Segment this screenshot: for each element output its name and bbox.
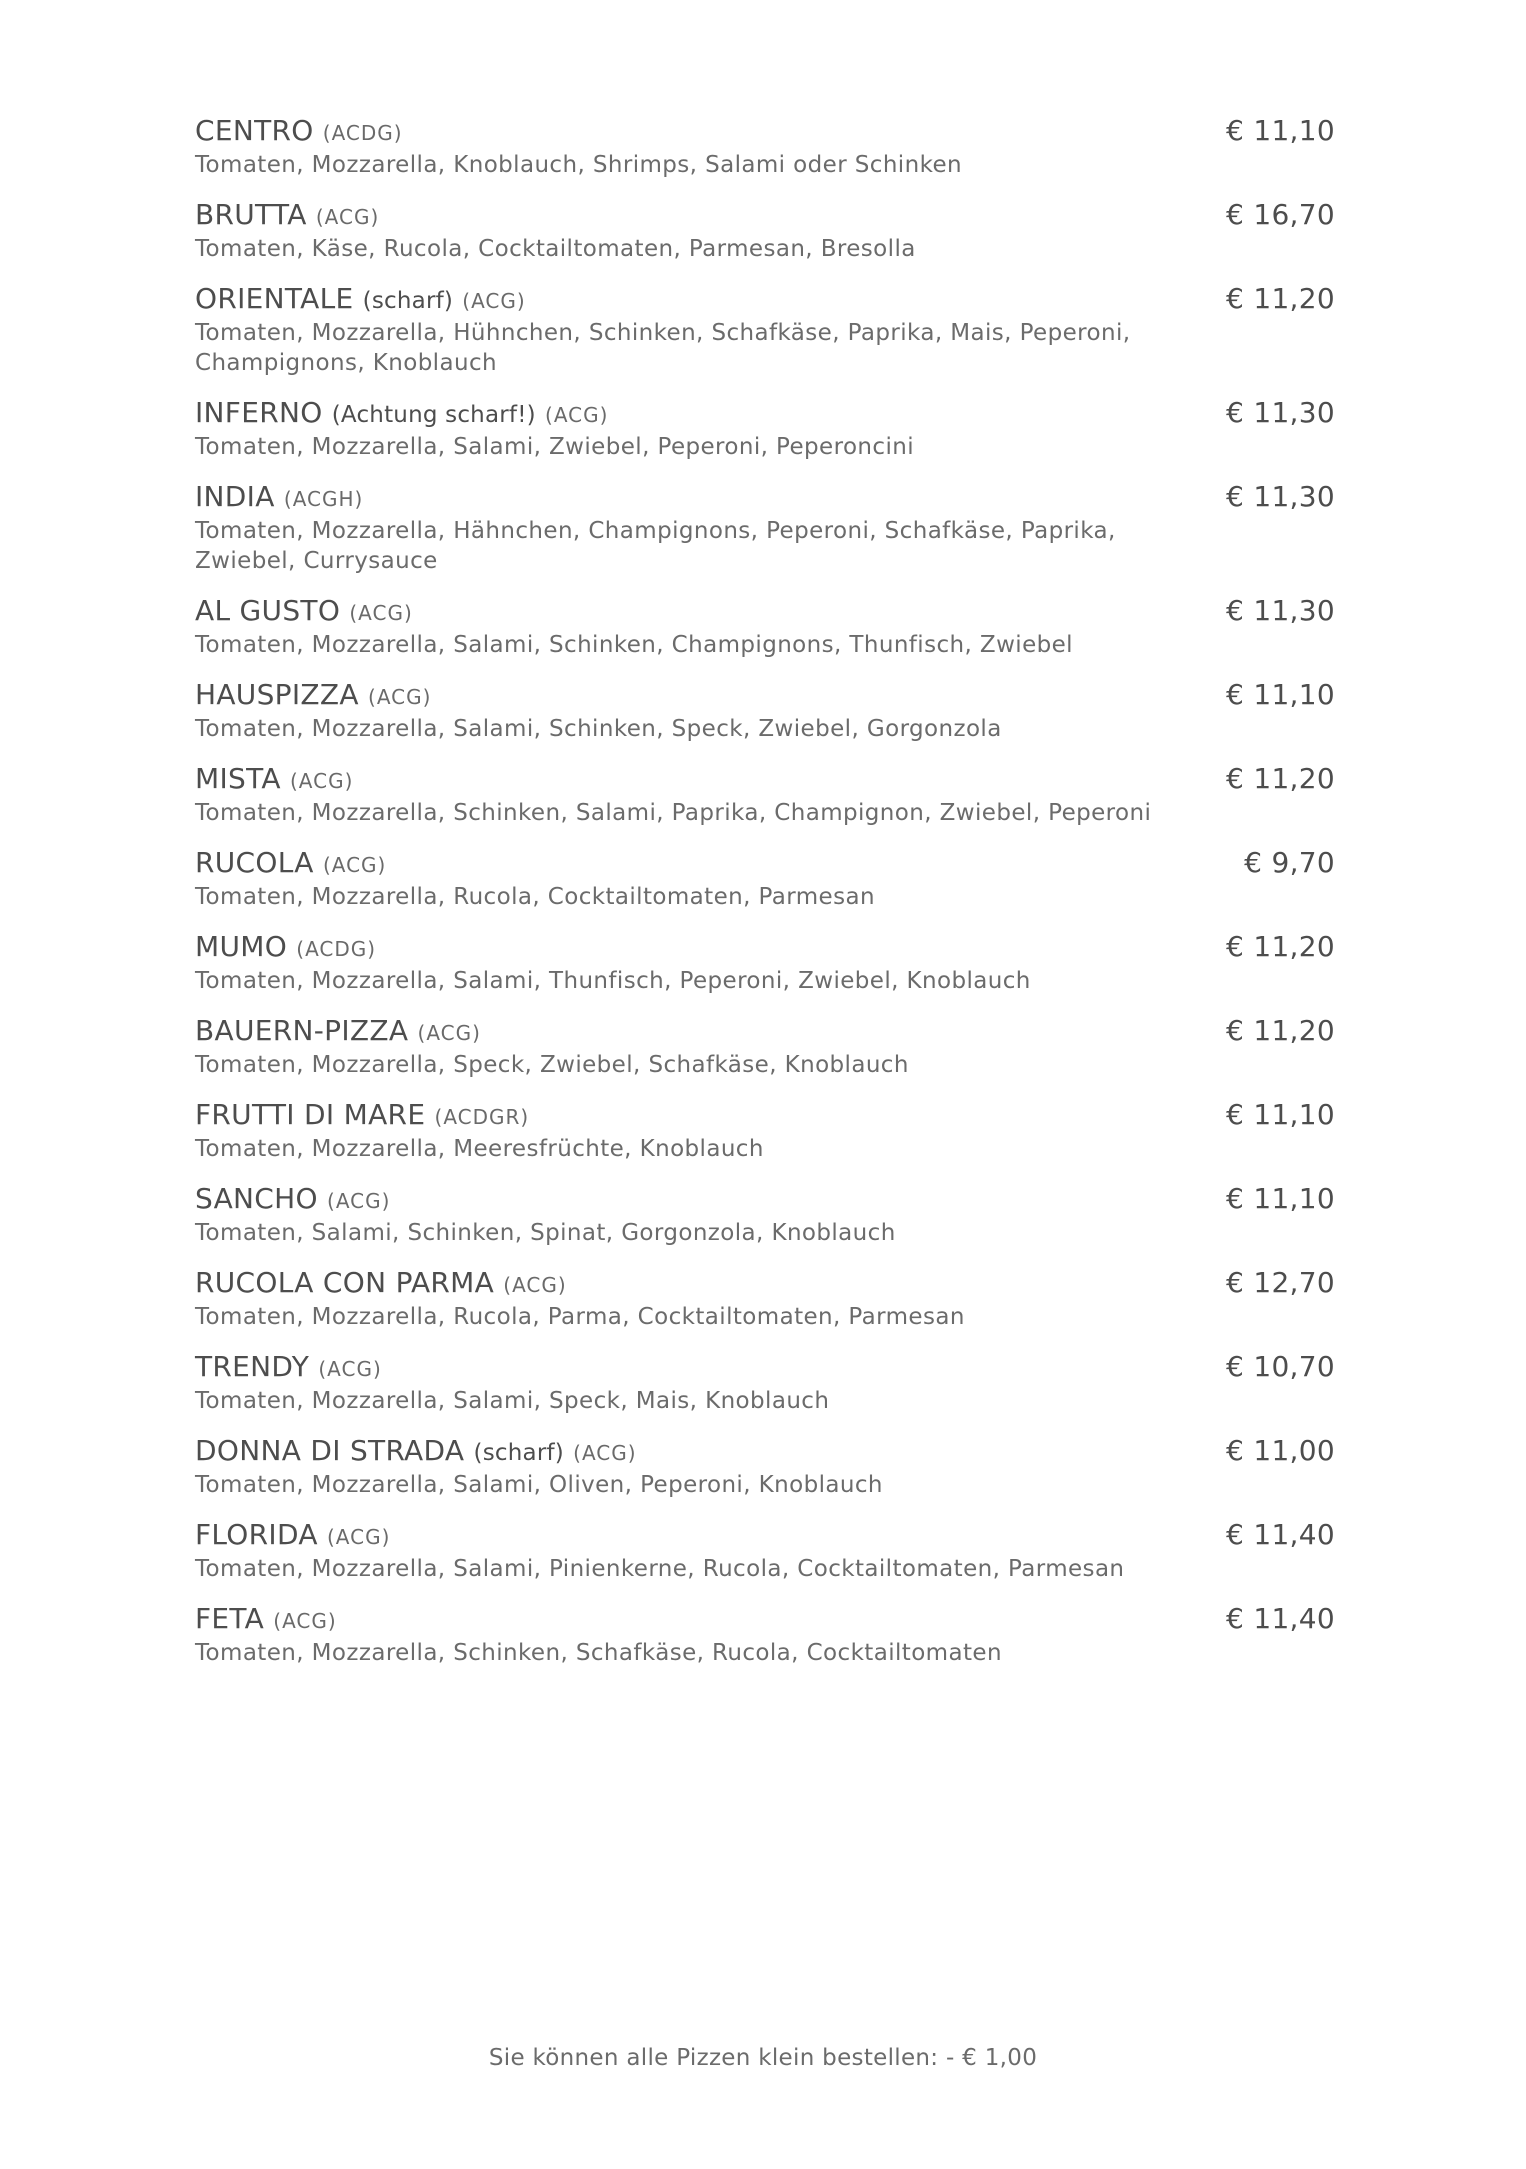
menu-item-description: Tomaten, Mozzarella, Salami, Thunfisch, Peperoni, Zwiebel, Knoblauch — [195, 968, 1031, 994]
menu-item-header — [195, 592, 1335, 630]
menu-item-price: € 11,20 — [1226, 282, 1335, 315]
menu-item-price: € 11,30 — [1226, 594, 1335, 627]
menu-item-description: Tomaten, Mozzarella, Salami, Pinienkerne, Rucola, Cocktailtomaten, Parmesan — [195, 1556, 1125, 1582]
menu-item-description: Tomaten, Mozzarella, Salami, Schinken, Speck, Zwiebel, Gorgonzola — [195, 716, 1002, 742]
menu-item-price: € 11,30 — [1226, 396, 1335, 429]
menu-item-name: AL GUSTO — [195, 594, 341, 627]
menu-item-name: FLORIDA — [195, 1518, 318, 1551]
menu-item-note: (scharf) — [473, 1440, 564, 1466]
menu-item-header — [195, 280, 1335, 318]
menu-item-name: HAUSPIZZA — [195, 678, 359, 711]
menu-item-title — [195, 1602, 337, 1635]
menu-item-name: FETA — [195, 1602, 265, 1635]
menu-item-header — [195, 1180, 1335, 1218]
menu-item-title — [195, 1014, 481, 1047]
menu-item — [195, 1180, 1335, 1248]
menu-item — [195, 592, 1335, 660]
menu-item-name: CENTRO — [195, 114, 314, 147]
menu-item-header — [195, 676, 1335, 714]
menu-item-header — [195, 1516, 1335, 1554]
menu-item — [195, 394, 1335, 462]
menu-item-description: Tomaten, Mozzarella, Rucola, Cocktailtomaten, Parmesan — [195, 884, 875, 910]
menu-item-price: € 10,70 — [1226, 1350, 1335, 1383]
menu-item-price: € 11,20 — [1226, 1014, 1335, 1047]
menu-item-allergens: (ACG) — [322, 853, 387, 877]
menu-item-header — [195, 1264, 1335, 1302]
menu-item-allergens: (ACG) — [289, 769, 354, 793]
menu-item-header — [195, 196, 1335, 234]
menu-item-allergens: (ACG) — [573, 1441, 637, 1465]
menu-item-name: FRUTTI DI MARE — [195, 1098, 426, 1131]
menu-item-name: INDIA — [195, 480, 275, 513]
menu-item-description: Tomaten, Mozzarella, Speck, Zwiebel, Schafkäse, Knoblauch — [195, 1052, 909, 1078]
menu-item-title — [195, 198, 379, 231]
menu-item-allergens: (ACG) — [315, 205, 380, 229]
menu-item-description: Tomaten, Mozzarella, Salami, Speck, Mais, Knoblauch — [195, 1388, 830, 1414]
menu-item-title — [195, 594, 413, 627]
menu-item-description: Tomaten, Mozzarella, Salami, Zwiebel, Peperoni, Peperoncini — [195, 434, 915, 460]
menu-item — [195, 112, 1335, 180]
menu-item-header — [195, 1348, 1335, 1386]
menu-item-allergens: (ACGH) — [283, 487, 364, 511]
menu-item-allergens: (ACG) — [318, 1357, 382, 1381]
menu-item-title — [195, 1434, 637, 1467]
menu-item — [195, 478, 1335, 576]
menu-item-allergens: (ACG) — [327, 1525, 391, 1549]
menu-item-name: BAUERN-PIZZA — [195, 1014, 409, 1047]
menu-item-allergens: (ACG) — [545, 403, 609, 427]
menu-item-price: € 12,70 — [1226, 1266, 1335, 1299]
menu-item-header — [195, 760, 1335, 798]
menu-item-name: MUMO — [195, 930, 288, 963]
menu-item-description: Tomaten, Käse, Rucola, Cocktailtomaten, Parmesan, Bresolla — [195, 236, 916, 262]
menu-item-note: (scharf) — [362, 288, 454, 314]
menu-item-title — [195, 480, 363, 513]
menu-item-note: (Achtung scharf!) — [331, 402, 536, 428]
menu-item-description: Tomaten, Salami, Schinken, Spinat, Gorgonzola, Knoblauch — [195, 1220, 896, 1246]
menu-item — [195, 1516, 1335, 1584]
menu-item-allergens: (ACG) — [417, 1021, 481, 1045]
menu-item — [195, 760, 1335, 828]
menu-item-description: Tomaten, Mozzarella, Hähnchen, Champignons, Peperoni, Schafkäse, Paprika, Zwiebel, Currysauce — [195, 518, 1116, 574]
menu-item-price: € 11,10 — [1226, 1182, 1335, 1215]
menu-item-description: Tomaten, Mozzarella, Salami, Schinken, Champignons, Thunfisch, Zwiebel — [195, 632, 1073, 658]
menu-item-name: ORIENTALE — [195, 282, 354, 315]
menu-item-price: € 11,00 — [1226, 1434, 1335, 1467]
menu-item — [195, 1012, 1335, 1080]
menu-item-allergens: (ACDG) — [322, 121, 403, 145]
menu-item-price: € 16,70 — [1226, 198, 1335, 231]
menu-item-name: SANCHO — [195, 1182, 318, 1215]
menu-item-allergens: (ACG) — [368, 685, 432, 709]
menu-item-title — [195, 1350, 382, 1383]
menu-item — [195, 1264, 1335, 1332]
menu-item-allergens: (ACG) — [273, 1609, 337, 1633]
menu-item — [195, 928, 1335, 996]
menu-item-header — [195, 1600, 1335, 1638]
menu-item-title — [195, 1518, 390, 1551]
menu-item-allergens: (ACDGR) — [434, 1105, 530, 1129]
menu-item-description: Tomaten, Mozzarella, Schinken, Salami, Paprika, Champignon, Zwiebel, Peperoni — [195, 800, 1152, 826]
menu-item-description: Tomaten, Mozzarella, Knoblauch, Shrimps, Salami oder Schinken — [195, 152, 962, 178]
menu-item-title — [195, 1098, 529, 1131]
menu-item-name: RUCOLA CON PARMA — [195, 1266, 495, 1299]
menu-item-price: € 11,10 — [1226, 1098, 1335, 1131]
menu-item-header — [195, 1012, 1335, 1050]
menu-item — [195, 196, 1335, 264]
menu-item-title — [195, 678, 431, 711]
menu-item-header — [195, 928, 1335, 966]
menu-item-price: € 11,20 — [1226, 930, 1335, 963]
menu-item-title — [195, 396, 608, 429]
menu-item-title — [195, 846, 386, 879]
menu-item-price: € 11,40 — [1226, 1602, 1335, 1635]
menu-item — [195, 1432, 1335, 1500]
menu-item-price: € 11,20 — [1226, 762, 1335, 795]
pizza-menu-list — [195, 112, 1335, 1684]
menu-item — [195, 1096, 1335, 1164]
menu-item-header — [195, 112, 1335, 150]
menu-item — [195, 676, 1335, 744]
menu-item-name: DONNA DI STRADA — [195, 1434, 465, 1467]
menu-item-title — [195, 762, 353, 795]
menu-item — [195, 844, 1335, 912]
menu-item-description: Tomaten, Mozzarella, Salami, Oliven, Peperoni, Knoblauch — [195, 1472, 883, 1498]
menu-item-price: € 11,40 — [1226, 1518, 1335, 1551]
menu-item-header — [195, 478, 1335, 516]
menu-item-header — [195, 1432, 1335, 1470]
menu-item-title — [195, 930, 376, 963]
menu-item-price: € 11,10 — [1226, 678, 1335, 711]
menu-item-description: Tomaten, Mozzarella, Hühnchen, Schinken, Schafkäse, Paprika, Mais, Peperoni, Champignons, Knoblauch — [195, 320, 1131, 376]
menu-item-header — [195, 844, 1335, 882]
menu-item-header — [195, 394, 1335, 432]
menu-item-title — [195, 114, 403, 147]
menu-item — [195, 280, 1335, 378]
menu-item-description: Tomaten, Mozzarella, Schinken, Schafkäse, Rucola, Cocktailtomaten — [195, 1640, 1002, 1666]
menu-item-price: € 11,10 — [1226, 114, 1335, 147]
menu-item — [195, 1348, 1335, 1416]
menu-item-allergens: (ACG) — [349, 601, 413, 625]
menu-item-allergens: (ACG) — [462, 289, 526, 313]
menu-item-allergens: (ACG) — [327, 1189, 391, 1213]
menu-item-title — [195, 1266, 567, 1299]
menu-item — [195, 1600, 1335, 1668]
menu-item-price: € 11,30 — [1226, 480, 1335, 513]
menu-item-title — [195, 282, 526, 315]
menu-item-name: TRENDY — [195, 1350, 310, 1383]
menu-item-allergens: (ACDG) — [296, 937, 377, 961]
menu-item-name: MISTA — [195, 762, 281, 795]
small-pizza-note: Sie können alle Pizzen klein bestellen: - € 1,00 — [488, 2045, 1038, 2071]
menu-item-allergens: (ACG) — [503, 1273, 567, 1297]
menu-item-description: Tomaten, Mozzarella, Rucola, Parma, Cocktailtomaten, Parmesan — [195, 1304, 965, 1330]
menu-item-description: Tomaten, Mozzarella, Meeresfrüchte, Knoblauch — [195, 1136, 764, 1162]
menu-item-name: BRUTTA — [195, 198, 307, 231]
menu-item-title — [195, 1182, 390, 1215]
menu-item-name: INFERNO — [195, 396, 323, 429]
menu-item-header — [195, 1096, 1335, 1134]
menu-item-price: € 9,70 — [1244, 846, 1335, 879]
menu-item-name: RUCOLA — [195, 846, 314, 879]
